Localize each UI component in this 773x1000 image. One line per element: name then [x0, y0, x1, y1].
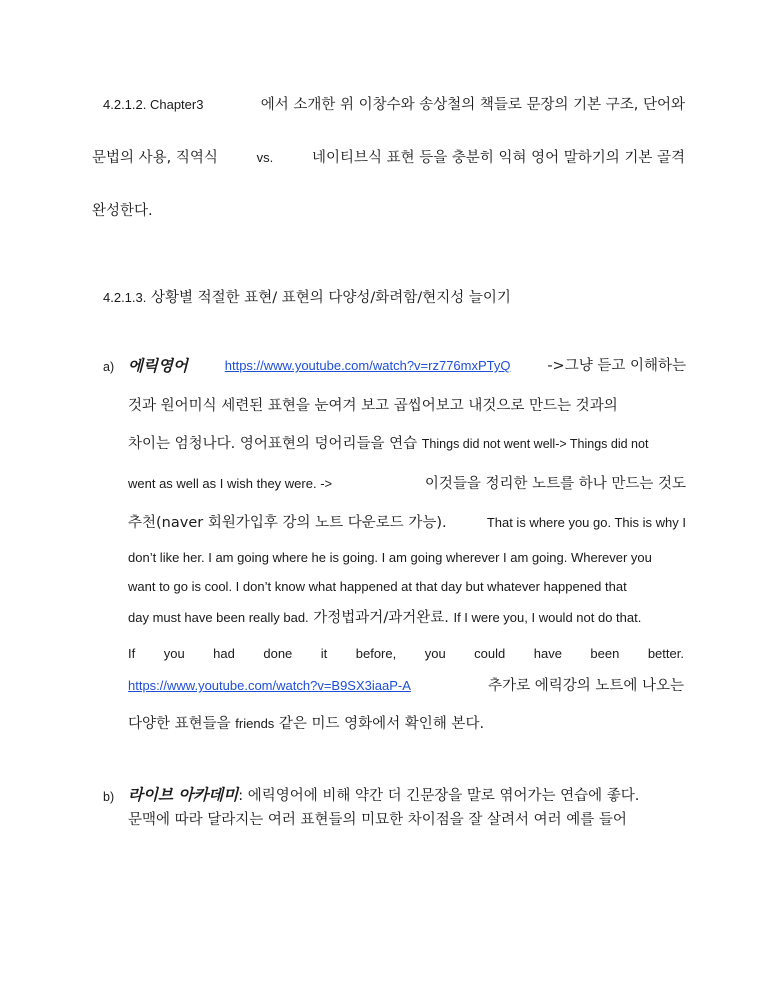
item-a-text-en: That is where you go. This is why I — [486, 515, 686, 530]
item-a-text-en: went as well as I wish they were. -> — [128, 476, 333, 491]
section-number-4-2-1-2: 4.2.1.2. Chapter3 — [103, 97, 204, 112]
section-title: 상황별 적절한 표현/ 표현의 다양성/화려함/현지성 늘이기 — [150, 290, 511, 306]
list-marker-a: a) — [103, 360, 115, 374]
item-a-line-7 — [128, 577, 627, 597]
item-a-title: 에릭영어 — [128, 357, 188, 375]
item-a-text: 추가로 에릭강의 노트에 나오는 — [488, 678, 684, 694]
item-a-text-en: want to go is cool. I don’t know what happened at that day but whatever happened that — [128, 579, 627, 594]
item-a-text: 것과 원어미식 세련된 표현을 눈여겨 보고 곱씹어보고 내것으로 만드는 것과의 — [128, 398, 618, 414]
item-a-line-11 — [128, 714, 484, 734]
item-a-text-en: friends — [235, 716, 275, 731]
item-b-line-2 — [128, 810, 627, 830]
item-a-word: it — [320, 646, 328, 661]
item-a-text: 다양한 표현들을 — [128, 716, 231, 732]
item-b-text: : 에릭영어에 비해 약간 더 긴문장을 말로 엮어가는 연습에 좋다. — [238, 788, 640, 804]
item-a-word: been — [590, 646, 620, 661]
item-a-word: had — [213, 646, 235, 661]
item-a-text: 차이는 엄청나다. 영어표현의 덩어리들을 연습 — [128, 436, 418, 452]
item-a-line-4 — [128, 474, 686, 494]
item-b-text: 문맥에 따라 달라지는 여러 표현들의 미묘한 차이점을 잘 살려서 여러 예를 들어 — [128, 812, 627, 828]
item-a-text-en: don’t like her. I am going where he is going. I am going wherever I am going. Wherever you — [128, 550, 652, 565]
list-marker-b: b) — [103, 790, 115, 804]
item-a-word: before, — [355, 646, 397, 661]
item-a-text-en: If I were you, I would not do that. — [453, 610, 642, 625]
item-a-line-5 — [128, 513, 686, 533]
item-a-line-8 — [128, 608, 641, 628]
item-a-line-1 — [128, 356, 686, 376]
item-a-word: you — [163, 646, 185, 661]
section-number-4-2-1-3: 4.2.1.3. — [103, 290, 147, 305]
item-a-word: have — [533, 646, 562, 661]
item-a-word: better. — [647, 646, 684, 661]
item-b-line-1 — [128, 785, 639, 806]
item-a-line-3 — [128, 434, 648, 454]
item-a-word: done — [263, 646, 293, 661]
item-a-text: 가정법과거/과거완료. — [313, 610, 449, 626]
item-a-line-2 — [128, 396, 618, 416]
item-a-text: 같은 미드 영화에서 확인해 본다. — [278, 716, 485, 732]
section-heading-4-2-1-3 — [103, 288, 511, 308]
item-a-line-6 — [128, 548, 652, 568]
para-text-vs: vs. — [256, 150, 274, 165]
item-a-word: If — [128, 646, 136, 661]
item-a-word: could — [474, 646, 506, 661]
item-b-title: 라이브 아카데미 — [128, 786, 239, 804]
item-a-line-10 — [128, 676, 684, 696]
item-a-text: ->그냥 듣고 이해하는 — [547, 358, 686, 374]
para-4-2-1-2-line-3 — [92, 201, 153, 221]
eric-lecture-youtube-link[interactable]: https://www.youtube.com/watch?v=B9SX3iaaP-A — [128, 678, 411, 693]
para-text: 에서 소개한 위 이창수와 송상철의 책들로 문장의 기본 구조, 단어와 — [260, 97, 685, 113]
item-a-line-9 — [128, 644, 684, 664]
item-a-text-en: Things did not went well-> Things did not — [421, 437, 649, 451]
para-text: 네이티브식 표현 등을 충분히 익혀 영어 말하기의 기본 골격 — [311, 150, 685, 166]
para-4-2-1-2-line-2 — [92, 148, 685, 168]
para-text: 완성한다. — [92, 203, 153, 219]
item-a-word: you — [424, 646, 446, 661]
item-a-text-en: day must have been really bad. — [128, 610, 309, 625]
item-a-text: 이것들을 정리한 노트를 하나 만드는 것도 — [424, 476, 686, 492]
item-a-text: 추천(naver 회원가입후 강의 노트 다운로드 가능). — [128, 515, 447, 531]
eric-english-youtube-link[interactable]: https://www.youtube.com/watch?v=rz776mxPTyQ — [224, 358, 511, 373]
para-text: 문법의 사용, 직역식 — [92, 150, 218, 166]
para-4-2-1-2-line-1 — [103, 95, 685, 115]
